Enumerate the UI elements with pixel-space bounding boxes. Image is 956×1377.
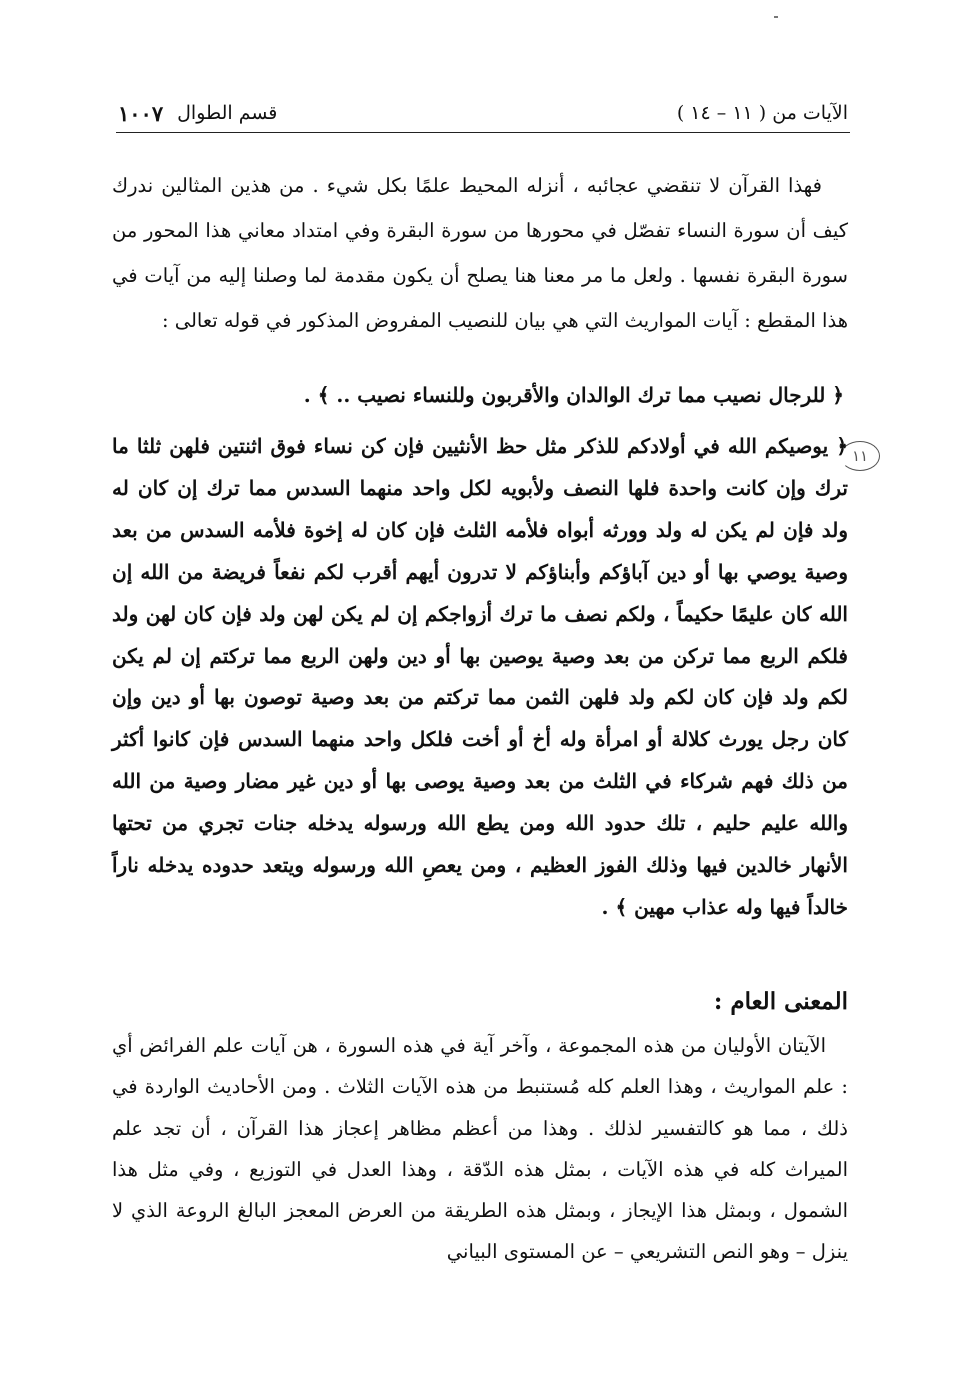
verse-line-3: إن كان له ولد فإن لم يكن له ولد وورثه أبواه فلأمه الثلث فإن كان له إخوة فلأمه (112, 475, 848, 542)
verse-line-4: السدس من بعد وصية يوصي بها أو دين آباؤكم وأبناؤكم لا تدرون أيهم أقرب لكم (112, 517, 848, 584)
verse-line-10: وصية يوصى بها أو دين غير مضار وصية من الله والله عليم حليم ، تلك حدود الله (112, 769, 849, 836)
verse-line-11: ومن يطع الله ورسوله يدخله جنات تجري من تحتها الأنهار خالدين فيها وذلك الفوز (112, 811, 848, 878)
scan-mark (774, 16, 778, 18)
intro-line-1: فهذا القرآن لا تنقضي عجائبه ، أنزله المحيط علمًا بكل شيء . من هذين المثالين (161, 174, 822, 197)
intro-paragraph (112, 163, 848, 343)
running-header (118, 98, 848, 128)
verse-number-badge: ١١ (840, 441, 880, 471)
intro-line-3: المحور من سورة البقرة نفسها . ولعل ما مر معنا هنا يصلح أن يكون مقدمة لما وصلنا (112, 219, 848, 287)
section-heading: المعنى العام : (713, 988, 848, 1015)
verse-line-7: ولهن الربع مما تركتم إن لم يكن لكم ولد فإن كان لكم ولد فلهن الثمن مما تركتم من (112, 643, 849, 710)
general-line-1: الآيتان الأوليان من هذه المجموعة ، وآخر آية في هذه السورة ، هن آيات علم (212, 1034, 826, 1057)
verse-line-2: ثلثا ما ترك وإن كانت واحدة فلها النصف ولأبويه لكل واحد منهما السدس مما ترك (112, 434, 848, 500)
general-meaning-paragraph (112, 1025, 848, 1273)
header-divider (116, 132, 850, 133)
verse-line-9: فلكل واحد منهما السدس فإن كانوا أكثر من ذلك فهم شركاء في الثلث من بعد (112, 727, 849, 794)
intro-line-5: في قوله تعالى : (161, 309, 292, 332)
verse-line-6: يكن لهن ولد فإن كان لهن ولد فلكم الربع مما تركن من بعد وصية يوصين بها أو دين (112, 601, 848, 668)
header-verses-label: الآيات من ( ١١ – ١٤ ) (676, 102, 848, 124)
verse-line-5: نفعاً فريضة من الله إن الله كان عليمًا حكيماً ، ولكم نصف ما ترك أزواجكم إن لم (112, 559, 848, 626)
verse-line-1: ﴿ يوصيكم الله في أولادكم للذكر مثل حظ الأنثيين فإن كن نساء فوق اثنتين فلهن (169, 434, 848, 458)
verse-line-12: العظيم ، ومن يعصِ الله ورسوله ويتعد حدوده يدخله ناراً خالداً فيها وله عذاب (112, 853, 848, 919)
general-line-3: الأحاديث الواردة في ذلك ، مما هو كالتفسير لذلك . وهذا من أعظم مظاهر إعجاز هذا (112, 1075, 848, 1140)
quoted-verse: ﴿ للرجال نصيب مما ترك الوالدان والأقربون وللنساء نصيب .. ﴾ . (303, 383, 844, 407)
header-section-group (118, 101, 277, 126)
intro-line-2: ندرك كيف أن سورة النساء تفصّل في محورها من سورة البقرة وفي امتداد معاني هذا (112, 174, 849, 242)
intro-line-4: إليه من آيات في هذا المقطع : آيات المواريث التي هي بيان للنصيب المفروض المذكور (112, 264, 848, 332)
page-number: ١٠٠٧ (118, 100, 164, 126)
verse-line-13: مهين ﴾ . (601, 894, 676, 919)
verse-line-8: بعد وصية توصون بها أو دين وإن كان رجل يورث كلالة أو امرأة وله أخ أو أخت (112, 685, 849, 752)
header-section-name: قسم الطوال (177, 102, 278, 124)
general-line-2: الفرائض أي : علم المواريث ، وهذا العلم كله مُستنبط من هذه الآيات الثلاث . ومن (112, 1034, 849, 1099)
general-line-6: المعجز البالغ الروعة الذي لا ينزل – وهو النص التشريعي – عن المستوى البياني (112, 1199, 848, 1264)
general-line-4: القرآن ، أن تجد علم الميراث كله في هذه الآيات ، بمثل هذه الدّقة ، وهذا العدل في (112, 1116, 848, 1181)
verse-text-block (112, 426, 848, 929)
general-line-5: التوزيع ، وفي مثل هذا الشمول ، وبمثل هذا الإيجاز ، وبمثل هذه الطريقة من العرض (112, 1157, 848, 1223)
